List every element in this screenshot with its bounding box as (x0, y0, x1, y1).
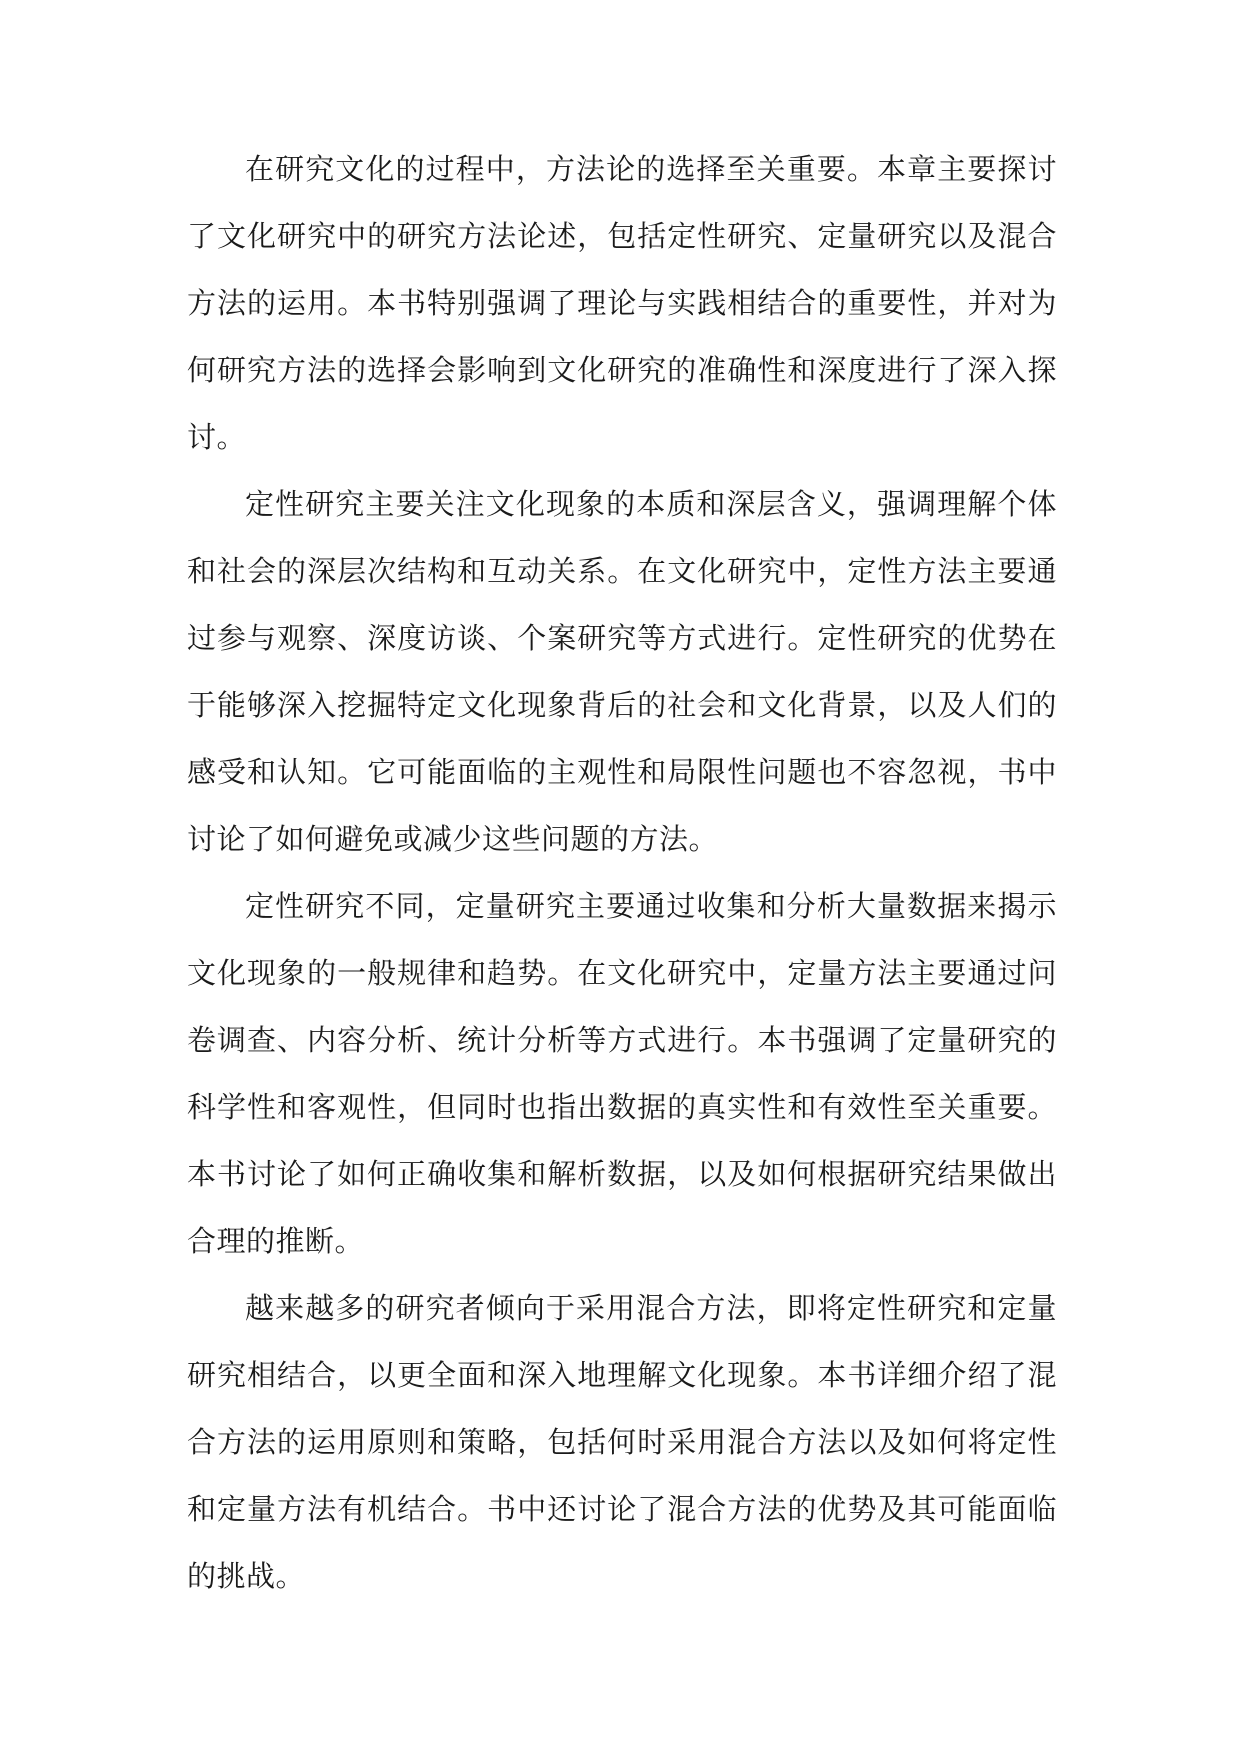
paragraph-mixed-methods: 越来越多的研究者倾向于采用混合方法，即将定性研究和定量研究相结合，以更全面和深入地理解文化现象。本书详细介绍了混合方法的运用原则和策略，包括何时采用混合方法以及如何将定性和定量方法有机结合。书中还讨论了混合方法的优势及其可能面临的挑战。 (187, 1291, 1057, 1593)
paragraph-qualitative-research: 定性研究主要关注文化现象的本质和深层含义，强调理解个体和社会的深层次结构和互动关系。在文化研究中，定性方法主要通过参与观察、深度访谈、个案研究等方式进行。定性研究的优势在于能够深入挖掘特定文化现象背后的社会和文化背景，以及人们的感受和认知。它可能面临的主观性和局限性问题也不容忽视，书中讨论了如何避免或减少这些问题的方法。 (187, 487, 1057, 856)
paragraph-methodology-intro: 在研究文化的过程中，方法论的选择至关重要。本章主要探讨了文化研究中的研究方法论述，包括定性研究、定量研究以及混合方法的运用。本书特别强调了理论与实践相结合的重要性，并对为何研究方法的选择会影响到文化研究的准确性和深度进行了深入探讨。 (187, 152, 1057, 454)
paragraph-quantitative-research: 定性研究不同，定量研究主要通过收集和分析大量数据来揭示文化现象的一般规律和趋势。在文化研究中，定量方法主要通过问卷调查、内容分析、统计分析等方式进行。本书强调了定量研究的科学性和客观性，但同时也指出数据的真实性和有效性至关重要。本书讨论了如何正确收集和解析数据，以及如何根据研究结果做出合理的推断。 (187, 889, 1057, 1258)
body-text (187, 136, 1057, 1610)
